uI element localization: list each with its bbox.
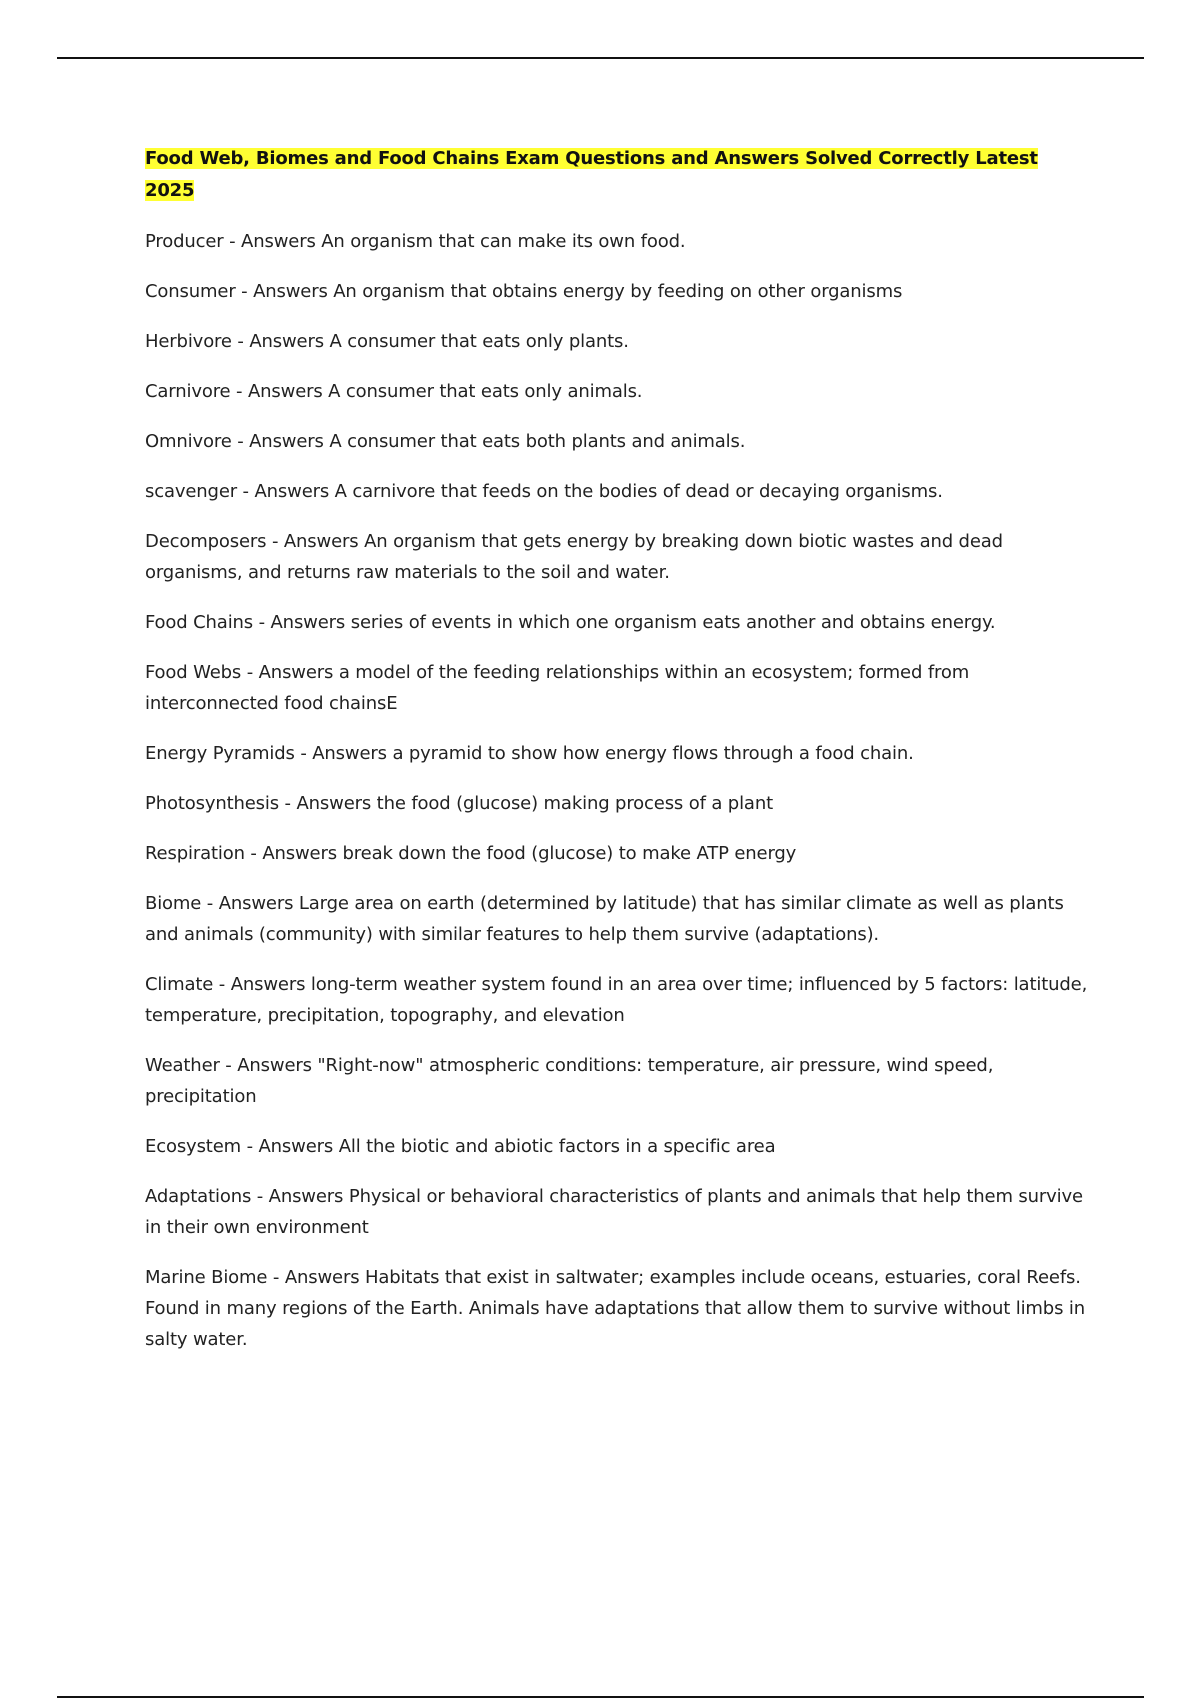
entry-carnivore: Carnivore - Answers A consumer that eats only animals.	[145, 381, 643, 402]
entry-weather: Weather - Answers "Right-now" atmospheric conditions: temperature, air pressure, wind speed, precipitation	[145, 1055, 994, 1107]
entry-producer: Producer - Answers An organism that can make its own food.	[145, 231, 686, 252]
entry-photosynthesis: Photosynthesis - Answers the food (glucose) making process of a plant	[145, 793, 773, 814]
entry-respiration: Respiration - Answers break down the food (glucose) to make ATP energy	[145, 843, 797, 864]
entry-marine-biome: Marine Biome - Answers Habitats that exist in saltwater; examples include oceans, estuaries, coral Reefs. Found in many regions of the Earth. Animals have adaptations that allow them to survive without limbs in salty water.	[145, 1267, 1085, 1350]
entry-energy-pyramids: Energy Pyramids - Answers a pyramid to show how energy flows through a food chain.	[145, 743, 914, 764]
entry-food-chains: Food Chains - Answers series of events in which one organism eats another and obtains energy.	[145, 612, 996, 633]
entry-climate: Climate - Answers long-term weather system found in an area over time; influenced by 5 factors: latitude, temperature, precipitation, topography, and elevation	[145, 974, 1088, 1026]
header-rule	[57, 57, 1144, 59]
entry-decomposers: Decomposers - Answers An organism that gets energy by breaking down biotic wastes and dead organisms, and returns raw materials to the soil and water.	[145, 531, 1003, 583]
footer-rule	[57, 1696, 1144, 1698]
entry-scavenger: scavenger - Answers A carnivore that feeds on the bodies of dead or decaying organisms.	[145, 481, 943, 502]
entry-omnivore: Omnivore - Answers A consumer that eats both plants and animals.	[145, 431, 746, 452]
document-body	[145, 143, 1090, 1374]
entry-adaptations: Adaptations - Answers Physical or behavioral characteristics of plants and animals that help them survive in their own environment	[145, 1186, 1083, 1238]
document-title: Food Web, Biomes and Food Chains Exam Questions and Answers Solved Correctly Latest 2025	[145, 148, 1038, 201]
entry-ecosystem: Ecosystem - Answers All the biotic and abiotic factors in a specific area	[145, 1136, 776, 1157]
entry-herbivore: Herbivore - Answers A consumer that eats only plants.	[145, 331, 629, 352]
entry-consumer: Consumer - Answers An organism that obtains energy by feeding on other organisms	[145, 281, 903, 302]
title-block	[145, 143, 1090, 207]
entry-food-webs: Food Webs - Answers a model of the feeding relationships within an ecosystem; formed from interconnected food chainsE	[145, 662, 970, 714]
entry-biome: Biome - Answers Large area on earth (determined by latitude) that has similar climate as well as plants and animals (community) with similar features to help them survive (adaptations).	[145, 893, 1064, 945]
